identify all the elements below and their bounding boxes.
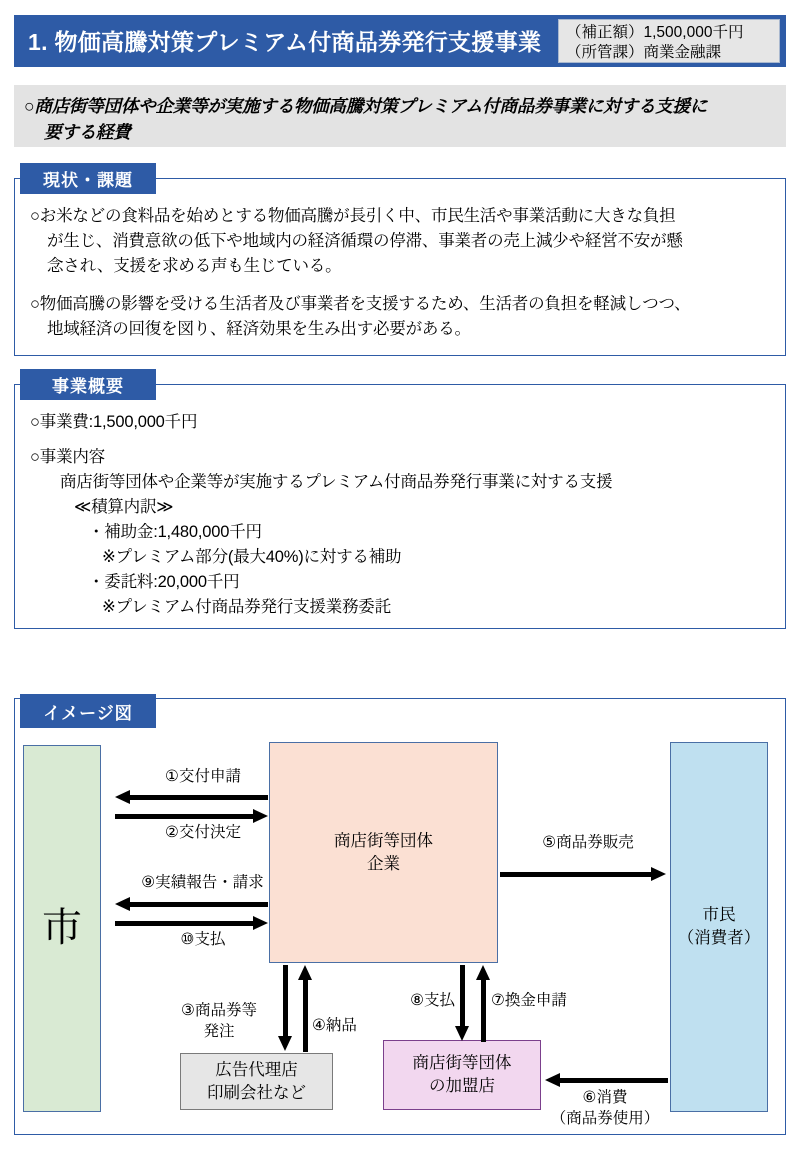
breakdown-note-commission: ※プレミアム付商品券発行支援業務委託 xyxy=(102,598,391,616)
current-issues-paragraph-2 xyxy=(30,292,750,342)
section-tab-current-issues: 現状・課題 xyxy=(20,163,156,194)
section-panel-diagram xyxy=(14,698,786,1135)
project-cost-line: ○事業費:1,500,000千円 xyxy=(30,413,198,431)
section-tab-project-outline: 事業概要 xyxy=(20,369,156,400)
diagram-box-center-line-1: 商店街等団体 xyxy=(334,831,433,850)
diagram-label-flow-2: ②交付決定 xyxy=(165,824,241,841)
subtitle-line-2: 要する経費 xyxy=(44,122,131,142)
breakdown-heading: ≪積算内訳≫ xyxy=(74,498,174,516)
header-bar xyxy=(14,15,786,67)
diagram-label-flow-7: ⑦換金申請 xyxy=(491,992,567,1009)
breakdown-item-commission: ・委託料:20,000千円 xyxy=(88,573,240,591)
current-issues-paragraph-1 xyxy=(30,204,750,279)
content-line: 商店街等団体や企業等が実施するプレミアム付商品券発行事業に対する支援 xyxy=(60,473,613,491)
diagram-label-flow-3-line-1: ③商品券等 xyxy=(181,1002,257,1019)
diagram-label-flow-9: ⑨実績報告・請求 xyxy=(141,874,264,891)
diagram-label-flow-6-line-2: （商品券使用） xyxy=(550,1110,660,1127)
diagram-label-flow-4: ④納品 xyxy=(312,1017,357,1034)
diagram-box-agency-line-1: 広告代理店 xyxy=(215,1060,298,1079)
paragraph-line: 地域経済の回復を図り、経済効果を生み出す必要がある。 xyxy=(47,320,471,338)
breakdown-item-subsidy: ・補助金:1,480,000千円 xyxy=(88,523,262,541)
diagram-box-agency-line-2: 印刷会社など xyxy=(207,1083,306,1102)
diagram-label-flow-10: ⑩支払 xyxy=(180,931,226,948)
diagram-label-flow-5: ⑤商品券販売 xyxy=(542,834,634,851)
page-title: 1. 物価高騰対策プレミアム付商品券発行支援事業 xyxy=(28,29,542,55)
diagram-box-city-label: 市 xyxy=(42,906,82,950)
diagram-label-flow-8: ⑧支払 xyxy=(410,992,455,1009)
content-heading: ○事業内容 xyxy=(30,448,105,466)
amount-label: （補正額）1,500,000千円 xyxy=(566,24,744,41)
diagram-label-flow-1: ①交付申請 xyxy=(165,768,241,785)
paragraph-line: 念され、支援を求める声も生じている。 xyxy=(47,257,342,275)
project-content-block xyxy=(30,445,750,620)
budget-amount-box xyxy=(558,19,780,63)
paragraph-line: が生じ、消費意欲の低下や地域内の経済循環の停滞、事業者の売上減少や経営不安が懸 xyxy=(47,232,683,250)
section-tab-diagram: イメージ図 xyxy=(20,694,156,728)
diagram-box-member-line-1: 商店街等団体 xyxy=(412,1054,512,1072)
paragraph-line: ○お米などの食料品を始めとする物価高騰が長引く中、市民生活や事業活動に大きな負担 xyxy=(30,207,676,225)
department-label: （所管課）商業金融課 xyxy=(566,44,722,61)
diagram-box-center-line-2: 企業 xyxy=(367,854,400,873)
paragraph-line: ○物価高騰の影響を受ける生活者及び事業者を支援するため、生活者の負担を軽減しつつ、 xyxy=(30,295,691,313)
diagram-label-flow-3-line-2: 発注 xyxy=(203,1023,235,1040)
subtitle-line-1: ○商店街等団体や企業等が実施する物価高騰対策プレミアム付商品券事業に対する支援に xyxy=(24,96,708,116)
subtitle-band xyxy=(14,85,786,147)
diagram-box-citizen-line-2: （消費者） xyxy=(677,929,761,947)
breakdown-note-subsidy: ※プレミアム部分(最大40%)に対する補助 xyxy=(102,548,402,566)
diagram-label-flow-6-line-1: ⑥消費 xyxy=(582,1089,628,1106)
diagram-box-member-line-2: の加盟店 xyxy=(429,1077,495,1095)
subtitle-text xyxy=(24,93,776,145)
diagram-box-citizen-line-1: 市民 xyxy=(702,906,736,924)
